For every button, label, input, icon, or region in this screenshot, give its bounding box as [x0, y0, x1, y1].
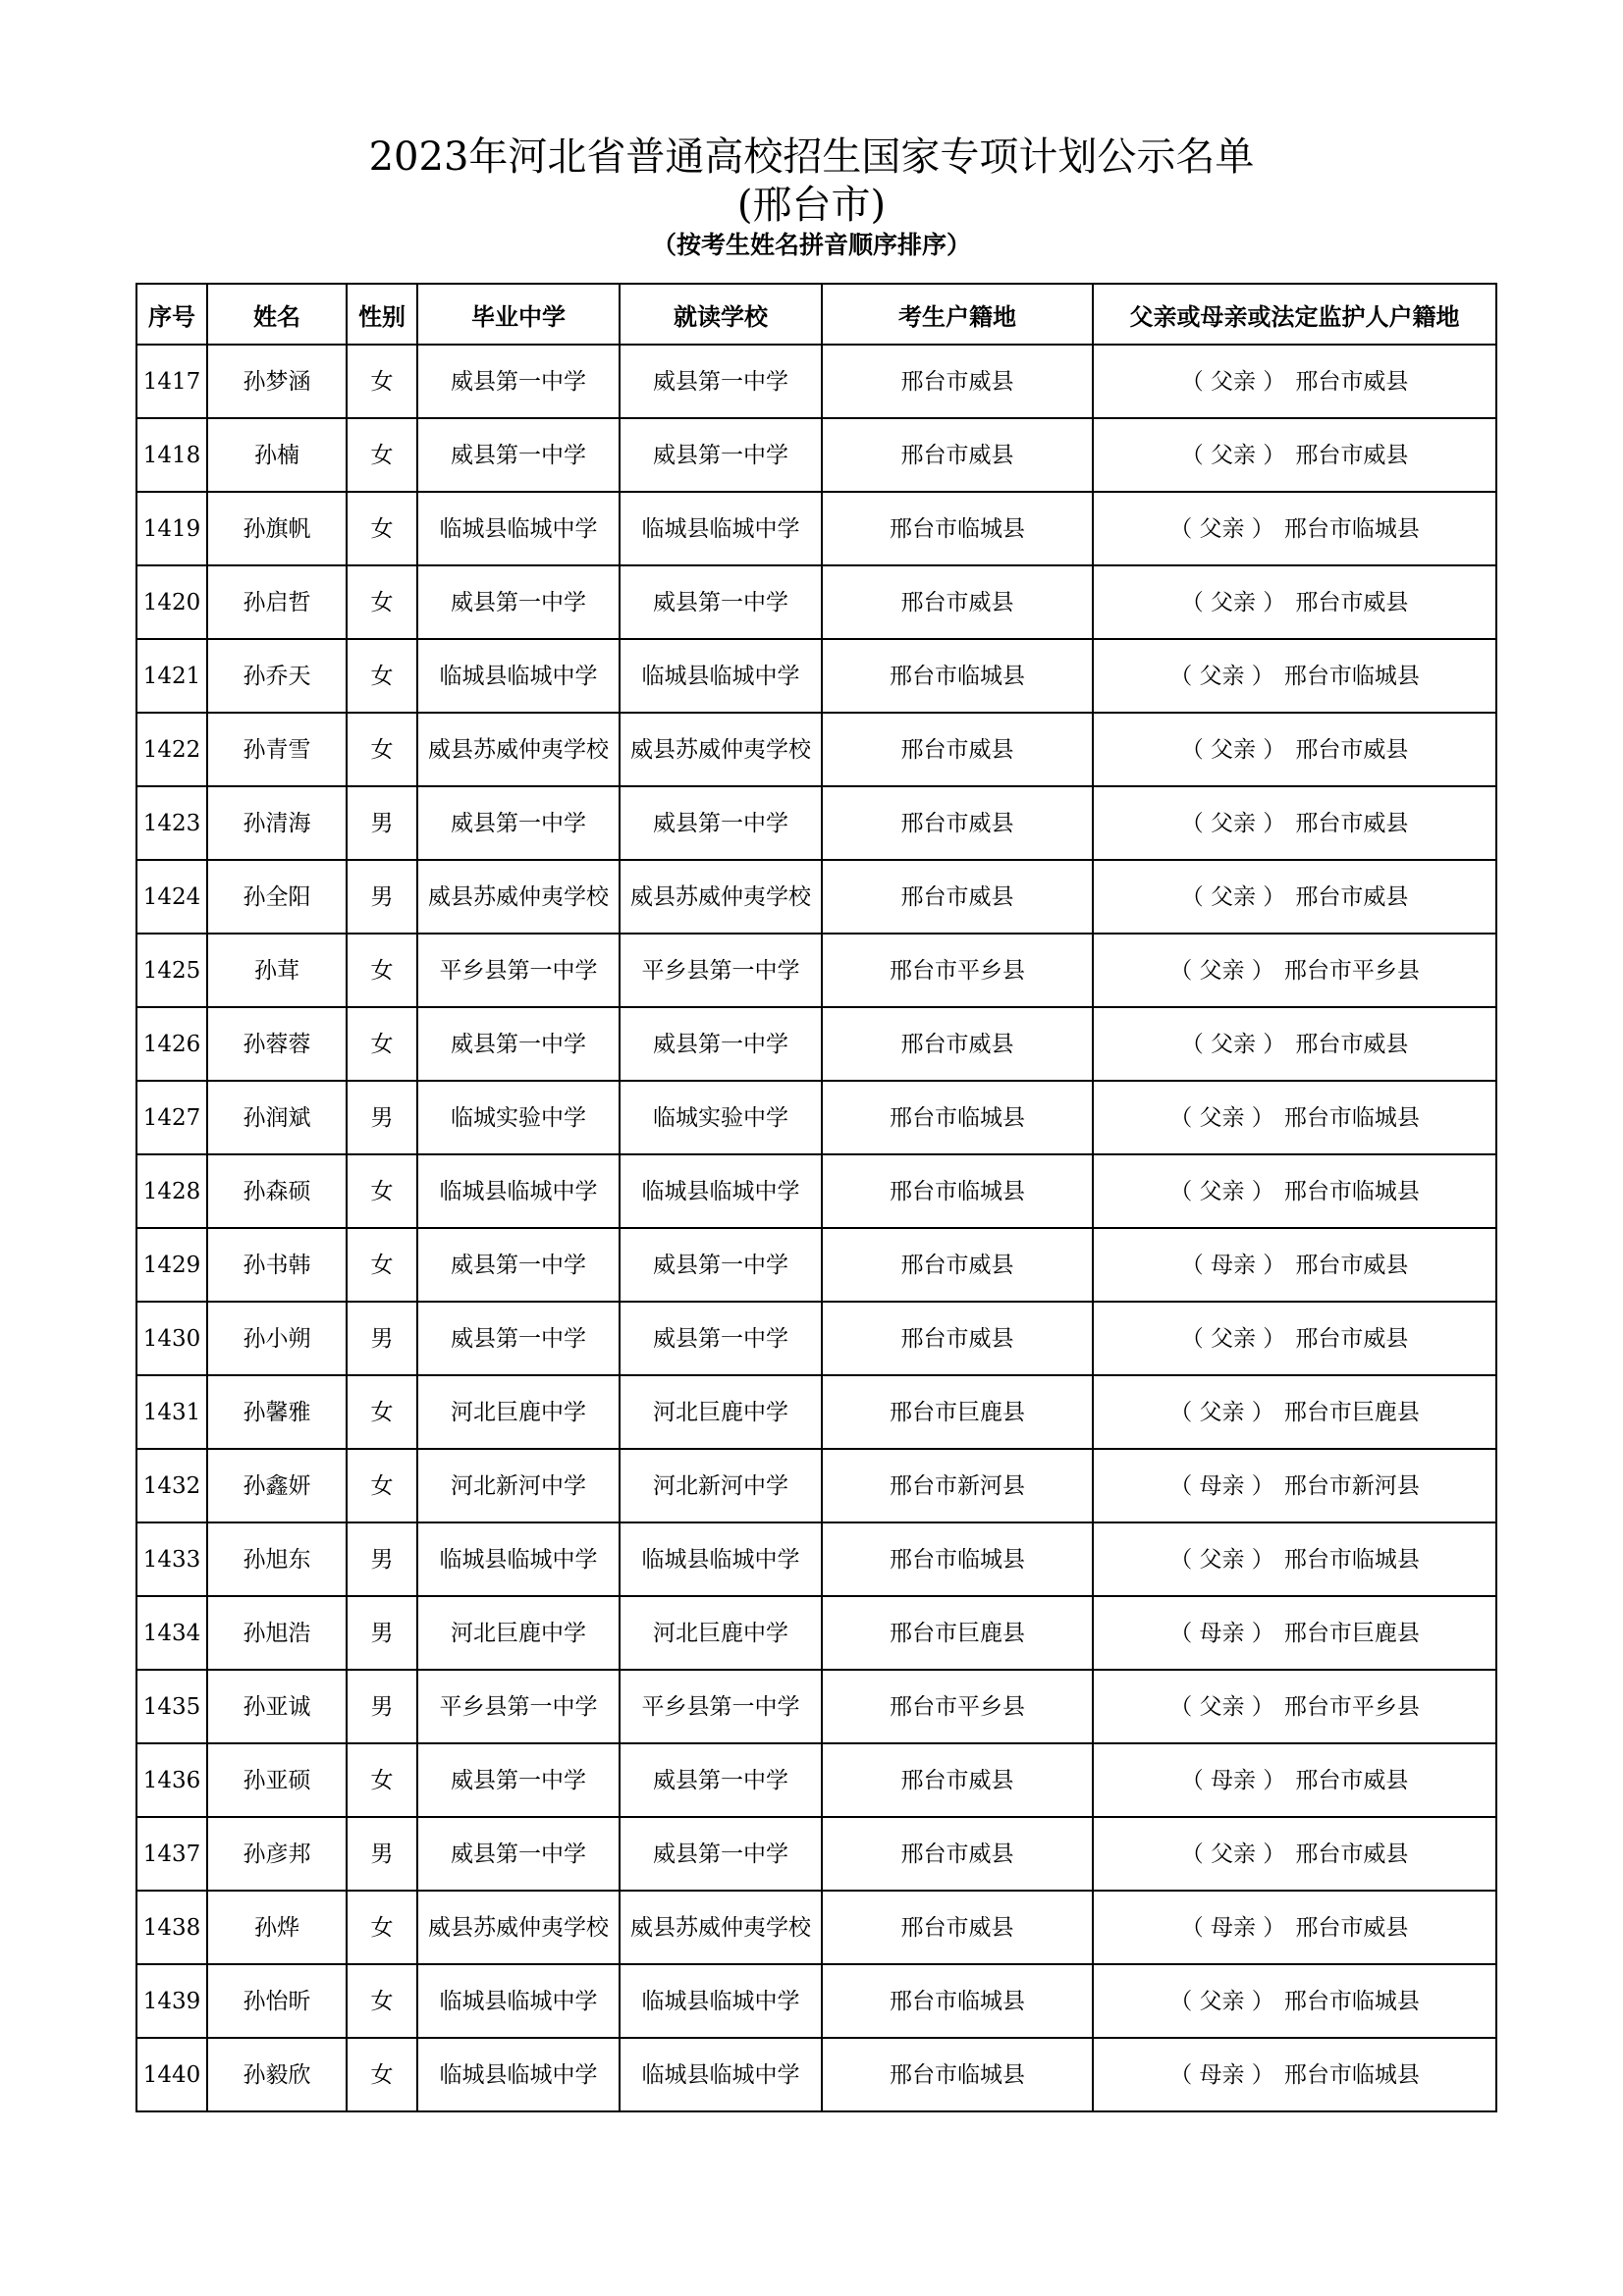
student-name-cell: 孙全阳	[207, 860, 347, 934]
study-school-cell: 威县第一中学	[620, 418, 822, 492]
student-gender-cell: 女	[347, 492, 417, 565]
graduation-school-cell: 临城县临城中学	[417, 492, 620, 565]
guardian-relation: （ 父亲 ）	[1180, 1031, 1286, 1057]
table-row	[136, 2038, 1496, 2111]
student-gender-cell: 女	[347, 2038, 417, 2111]
student-gender-cell: 男	[347, 1522, 417, 1596]
student-hukou-cell: 邢台市临城县	[822, 1154, 1093, 1228]
row-number-cell: 1418	[136, 418, 207, 492]
sort-order-note: （按考生姓名拼音顺序排序）	[651, 231, 971, 259]
student-name-cell: 孙书韩	[207, 1228, 347, 1302]
row-number-cell: 1433	[136, 1522, 207, 1596]
guardian-hukou-cell	[1093, 1228, 1496, 1302]
student-gender-cell: 女	[347, 1964, 417, 2038]
study-school-cell: 威县第一中学	[620, 1007, 822, 1081]
student-gender-cell: 男	[347, 1670, 417, 1743]
student-gender-cell: 女	[347, 1891, 417, 1964]
guardian-relation: （ 母亲 ）	[1169, 2061, 1274, 2088]
row-number-cell: 1438	[136, 1891, 207, 1964]
study-school-cell: 临城县临城中学	[620, 1154, 822, 1228]
guardian-place: 邢台市临城县	[1283, 1546, 1420, 1573]
guardian-hukou-cell	[1093, 1522, 1496, 1596]
header-study-school: 就读学校	[620, 284, 822, 345]
graduation-school-cell: 河北巨鹿中学	[417, 1375, 620, 1449]
study-school-cell: 威县苏威仲夷学校	[620, 1891, 822, 1964]
table-row	[136, 934, 1496, 1007]
guardian-hukou-cell	[1093, 1964, 1496, 2038]
guardian-place: 邢台市威县	[1295, 1767, 1409, 1793]
guardian-place: 邢台市临城县	[1283, 2061, 1420, 2088]
row-number-cell: 1429	[136, 1228, 207, 1302]
study-school-cell: 威县苏威仲夷学校	[620, 713, 822, 786]
row-number-cell: 1419	[136, 492, 207, 565]
student-gender-cell: 男	[347, 1817, 417, 1891]
student-gender-cell: 女	[347, 1154, 417, 1228]
row-number-cell: 1422	[136, 713, 207, 786]
student-hukou-cell: 邢台市临城县	[822, 1081, 1093, 1154]
study-school-cell: 河北新河中学	[620, 1449, 822, 1522]
study-school-cell: 威县第一中学	[620, 1228, 822, 1302]
header-row	[136, 284, 1496, 345]
guardian-place: 邢台市平乡县	[1283, 1693, 1420, 1720]
guardian-hukou-cell	[1093, 786, 1496, 860]
guardian-hukou-cell	[1093, 1449, 1496, 1522]
study-school-cell: 河北巨鹿中学	[620, 1375, 822, 1449]
graduation-school-cell: 平乡县第一中学	[417, 1670, 620, 1743]
guardian-relation: （ 父亲 ）	[1180, 368, 1286, 395]
student-name-cell: 孙彦邦	[207, 1817, 347, 1891]
guardian-relation: （ 父亲 ）	[1180, 1841, 1286, 1867]
guardian-place: 邢台市威县	[1295, 368, 1409, 395]
guardian-relation: （ 母亲 ）	[1180, 1252, 1286, 1278]
table-row	[136, 1743, 1496, 1817]
guardian-place: 邢台市临城县	[1283, 663, 1420, 689]
student-hukou-cell: 邢台市临城县	[822, 2038, 1093, 2111]
guardian-place: 邢台市临城县	[1283, 1988, 1420, 2014]
student-name-cell: 孙梦涵	[207, 345, 347, 418]
guardian-hukou-cell	[1093, 1817, 1496, 1891]
student-hukou-cell: 邢台市威县	[822, 860, 1093, 934]
study-school-cell: 河北巨鹿中学	[620, 1596, 822, 1670]
row-number-cell: 1426	[136, 1007, 207, 1081]
student-hukou-cell: 邢台市威县	[822, 1007, 1093, 1081]
guardian-hukou-cell	[1093, 1891, 1496, 1964]
row-number-cell: 1424	[136, 860, 207, 934]
row-number-cell: 1437	[136, 1817, 207, 1891]
student-hukou-cell: 邢台市威县	[822, 418, 1093, 492]
student-gender-cell: 男	[347, 1596, 417, 1670]
guardian-relation: （ 母亲 ）	[1180, 1914, 1286, 1941]
guardian-place: 邢台市临城县	[1283, 1104, 1420, 1131]
student-hukou-cell: 邢台市威县	[822, 565, 1093, 639]
guardian-place: 邢台市威县	[1295, 883, 1409, 910]
guardian-place: 邢台市威县	[1295, 1252, 1409, 1278]
student-name-cell: 孙烨	[207, 1891, 347, 1964]
guardian-hukou-cell	[1093, 565, 1496, 639]
guardian-hukou-cell	[1093, 492, 1496, 565]
graduation-school-cell: 威县苏威仲夷学校	[417, 1891, 620, 1964]
study-school-cell: 威县苏威仲夷学校	[620, 860, 822, 934]
row-number-cell: 1432	[136, 1449, 207, 1522]
guardian-relation: （ 父亲 ）	[1180, 1325, 1286, 1352]
study-school-cell: 临城县临城中学	[620, 1964, 822, 2038]
student-gender-cell: 女	[347, 713, 417, 786]
table-row	[136, 1302, 1496, 1375]
guardian-place: 邢台市新河县	[1283, 1472, 1420, 1499]
guardian-relation: （ 父亲 ）	[1169, 515, 1274, 542]
student-name-cell: 孙馨雅	[207, 1375, 347, 1449]
graduation-school-cell: 临城县临城中学	[417, 639, 620, 713]
roster-table-header	[136, 284, 1496, 345]
student-gender-cell: 女	[347, 565, 417, 639]
guardian-place: 邢台市威县	[1295, 736, 1409, 763]
table-row	[136, 1964, 1496, 2038]
student-hukou-cell: 邢台市威县	[822, 1743, 1093, 1817]
row-number-cell: 1427	[136, 1081, 207, 1154]
guardian-relation: （ 父亲 ）	[1169, 1988, 1274, 2014]
table-row	[136, 1670, 1496, 1743]
guardian-relation: （ 母亲 ）	[1169, 1620, 1274, 1646]
guardian-relation: （ 父亲 ）	[1180, 883, 1286, 910]
row-number-cell: 1440	[136, 2038, 207, 2111]
guardian-place: 邢台市威县	[1295, 442, 1409, 468]
student-name-cell: 孙鑫妍	[207, 1449, 347, 1522]
table-row	[136, 1522, 1496, 1596]
row-number-cell: 1435	[136, 1670, 207, 1743]
guardian-place: 邢台市临城县	[1283, 515, 1420, 542]
student-hukou-cell: 邢台市威县	[822, 1891, 1093, 1964]
guardian-hukou-cell	[1093, 1743, 1496, 1817]
guardian-place: 邢台市威县	[1295, 589, 1409, 615]
student-gender-cell: 女	[347, 934, 417, 1007]
row-number-cell: 1428	[136, 1154, 207, 1228]
graduation-school-cell: 河北巨鹿中学	[417, 1596, 620, 1670]
roster-table	[135, 283, 1497, 2112]
student-name-cell: 孙启哲	[207, 565, 347, 639]
study-school-cell: 威县第一中学	[620, 345, 822, 418]
student-name-cell: 孙清海	[207, 786, 347, 860]
student-hukou-cell: 邢台市临城县	[822, 639, 1093, 713]
student-hukou-cell: 邢台市临城县	[822, 1522, 1093, 1596]
graduation-school-cell: 威县第一中学	[417, 786, 620, 860]
table-row	[136, 860, 1496, 934]
student-gender-cell: 男	[347, 860, 417, 934]
student-hukou-cell: 邢台市威县	[822, 1228, 1093, 1302]
header-guardian-hukou: 父亲或母亲或法定监护人户籍地	[1093, 284, 1496, 345]
guardian-relation: （ 父亲 ）	[1180, 736, 1286, 763]
table-row	[136, 1007, 1496, 1081]
document-subtitle-city: (邢台市)	[736, 183, 887, 228]
table-row	[136, 1081, 1496, 1154]
student-hukou-cell: 邢台市威县	[822, 1302, 1093, 1375]
student-gender-cell: 女	[347, 1007, 417, 1081]
table-row	[136, 1891, 1496, 1964]
graduation-school-cell: 河北新河中学	[417, 1449, 620, 1522]
guardian-relation: （ 父亲 ）	[1169, 1399, 1274, 1425]
student-gender-cell: 男	[347, 1302, 417, 1375]
study-school-cell: 威县第一中学	[620, 565, 822, 639]
study-school-cell: 威县第一中学	[620, 786, 822, 860]
guardian-hukou-cell	[1093, 1375, 1496, 1449]
graduation-school-cell: 临城县临城中学	[417, 1154, 620, 1228]
study-school-cell: 威县第一中学	[620, 1817, 822, 1891]
row-number-cell: 1439	[136, 1964, 207, 2038]
graduation-school-cell: 威县第一中学	[417, 1817, 620, 1891]
header-hukou: 考生户籍地	[822, 284, 1093, 345]
guardian-place: 邢台市临城县	[1283, 1178, 1420, 1204]
study-school-cell: 平乡县第一中学	[620, 934, 822, 1007]
guardian-hukou-cell	[1093, 713, 1496, 786]
graduation-school-cell: 威县苏威仲夷学校	[417, 713, 620, 786]
guardian-hukou-cell	[1093, 1302, 1496, 1375]
study-school-cell: 威县第一中学	[620, 1743, 822, 1817]
graduation-school-cell: 临城县临城中学	[417, 1964, 620, 2038]
graduation-school-cell: 威县第一中学	[417, 565, 620, 639]
student-hukou-cell: 邢台市平乡县	[822, 934, 1093, 1007]
graduation-school-cell: 威县苏威仲夷学校	[417, 860, 620, 934]
student-name-cell: 孙乔天	[207, 639, 347, 713]
student-name-cell: 孙润斌	[207, 1081, 347, 1154]
student-hukou-cell: 邢台市临城县	[822, 1964, 1093, 2038]
student-hukou-cell: 邢台市新河县	[822, 1449, 1093, 1522]
study-school-cell: 威县第一中学	[620, 1302, 822, 1375]
student-name-cell: 孙森硕	[207, 1154, 347, 1228]
student-name-cell: 孙怡昕	[207, 1964, 347, 2038]
row-number-cell: 1423	[136, 786, 207, 860]
guardian-place: 邢台市巨鹿县	[1283, 1620, 1420, 1646]
guardian-place: 邢台市巨鹿县	[1283, 1399, 1420, 1425]
study-school-cell: 临城县临城中学	[620, 1522, 822, 1596]
student-hukou-cell: 邢台市巨鹿县	[822, 1375, 1093, 1449]
table-row	[136, 639, 1496, 713]
student-gender-cell: 女	[347, 1449, 417, 1522]
guardian-relation: （ 父亲 ）	[1169, 957, 1274, 984]
document-title: 2023年河北省普通高校招生国家专项计划公示名单	[368, 134, 1255, 180]
guardian-hukou-cell	[1093, 418, 1496, 492]
student-gender-cell: 女	[347, 1743, 417, 1817]
table-row	[136, 418, 1496, 492]
guardian-place: 邢台市威县	[1295, 1914, 1409, 1941]
student-gender-cell: 女	[347, 418, 417, 492]
guardian-place: 邢台市威县	[1295, 810, 1409, 836]
guardian-relation: （ 父亲 ）	[1169, 1178, 1274, 1204]
guardian-hukou-cell	[1093, 934, 1496, 1007]
study-school-cell: 临城实验中学	[620, 1081, 822, 1154]
guardian-relation: （ 父亲 ）	[1180, 442, 1286, 468]
graduation-school-cell: 平乡县第一中学	[417, 934, 620, 1007]
guardian-relation: （ 母亲 ）	[1180, 1767, 1286, 1793]
table-row	[136, 1228, 1496, 1302]
student-hukou-cell: 邢台市巨鹿县	[822, 1596, 1093, 1670]
guardian-hukou-cell	[1093, 1670, 1496, 1743]
guardian-place: 邢台市威县	[1295, 1325, 1409, 1352]
guardian-relation: （ 父亲 ）	[1169, 1104, 1274, 1131]
student-gender-cell: 女	[347, 1228, 417, 1302]
graduation-school-cell: 威县第一中学	[417, 418, 620, 492]
guardian-relation: （ 父亲 ）	[1169, 1693, 1274, 1720]
table-row	[136, 345, 1496, 418]
graduation-school-cell: 威县第一中学	[417, 1228, 620, 1302]
student-name-cell: 孙旭东	[207, 1522, 347, 1596]
table-row	[136, 1375, 1496, 1449]
graduation-school-cell: 临城县临城中学	[417, 2038, 620, 2111]
header-gender: 性别	[347, 284, 417, 345]
student-gender-cell: 女	[347, 1375, 417, 1449]
guardian-hukou-cell	[1093, 1007, 1496, 1081]
study-school-cell: 临城县临城中学	[620, 2038, 822, 2111]
student-name-cell: 孙毅欣	[207, 2038, 347, 2111]
guardian-hukou-cell	[1093, 1154, 1496, 1228]
student-gender-cell: 男	[347, 786, 417, 860]
graduation-school-cell: 临城实验中学	[417, 1081, 620, 1154]
graduation-school-cell: 威县第一中学	[417, 1302, 620, 1375]
student-hukou-cell: 邢台市威县	[822, 345, 1093, 418]
table-row	[136, 1154, 1496, 1228]
table-row	[136, 713, 1496, 786]
student-name-cell: 孙亚诚	[207, 1670, 347, 1743]
row-number-cell: 1434	[136, 1596, 207, 1670]
study-school-cell: 临城县临城中学	[620, 492, 822, 565]
guardian-place: 邢台市威县	[1295, 1841, 1409, 1867]
header-no: 序号	[136, 284, 207, 345]
guardian-relation: （ 父亲 ）	[1180, 589, 1286, 615]
guardian-hukou-cell	[1093, 1081, 1496, 1154]
guardian-relation: （ 母亲 ）	[1169, 1472, 1274, 1499]
student-gender-cell: 女	[347, 639, 417, 713]
student-gender-cell: 男	[347, 1081, 417, 1154]
student-hukou-cell: 邢台市威县	[822, 713, 1093, 786]
study-school-cell: 平乡县第一中学	[620, 1670, 822, 1743]
student-name-cell: 孙楠	[207, 418, 347, 492]
row-number-cell: 1421	[136, 639, 207, 713]
guardian-place: 邢台市平乡县	[1283, 957, 1420, 984]
table-row	[136, 492, 1496, 565]
table-row	[136, 1449, 1496, 1522]
guardian-hukou-cell	[1093, 2038, 1496, 2111]
graduation-school-cell: 威县第一中学	[417, 345, 620, 418]
student-name-cell: 孙小朔	[207, 1302, 347, 1375]
row-number-cell: 1430	[136, 1302, 207, 1375]
header-name: 姓名	[207, 284, 347, 345]
guardian-hukou-cell	[1093, 860, 1496, 934]
guardian-hukou-cell	[1093, 345, 1496, 418]
table-row	[136, 1817, 1496, 1891]
roster-table-body	[136, 345, 1496, 2111]
table-row	[136, 786, 1496, 860]
table-row	[136, 565, 1496, 639]
guardian-place: 邢台市威县	[1295, 1031, 1409, 1057]
student-name-cell: 孙青雪	[207, 713, 347, 786]
guardian-hukou-cell	[1093, 1596, 1496, 1670]
student-hukou-cell: 邢台市平乡县	[822, 1670, 1093, 1743]
row-number-cell: 1417	[136, 345, 207, 418]
guardian-relation: （ 父亲 ）	[1180, 810, 1286, 836]
student-hukou-cell: 邢台市临城县	[822, 492, 1093, 565]
student-name-cell: 孙亚硕	[207, 1743, 347, 1817]
study-school-cell: 临城县临城中学	[620, 639, 822, 713]
student-hukou-cell: 邢台市威县	[822, 1817, 1093, 1891]
graduation-school-cell: 临城县临城中学	[417, 1522, 620, 1596]
student-name-cell: 孙旭浩	[207, 1596, 347, 1670]
row-number-cell: 1425	[136, 934, 207, 1007]
header-grad-school: 毕业中学	[417, 284, 620, 345]
guardian-relation: （ 父亲 ）	[1169, 663, 1274, 689]
student-hukou-cell: 邢台市威县	[822, 786, 1093, 860]
row-number-cell: 1431	[136, 1375, 207, 1449]
student-name-cell: 孙蓉蓉	[207, 1007, 347, 1081]
row-number-cell: 1436	[136, 1743, 207, 1817]
graduation-school-cell: 威县第一中学	[417, 1007, 620, 1081]
guardian-relation: （ 父亲 ）	[1169, 1546, 1274, 1573]
student-gender-cell: 女	[347, 345, 417, 418]
graduation-school-cell: 威县第一中学	[417, 1743, 620, 1817]
guardian-hukou-cell	[1093, 639, 1496, 713]
row-number-cell: 1420	[136, 565, 207, 639]
student-name-cell: 孙茸	[207, 934, 347, 1007]
table-row	[136, 1596, 1496, 1670]
student-name-cell: 孙旗帆	[207, 492, 347, 565]
